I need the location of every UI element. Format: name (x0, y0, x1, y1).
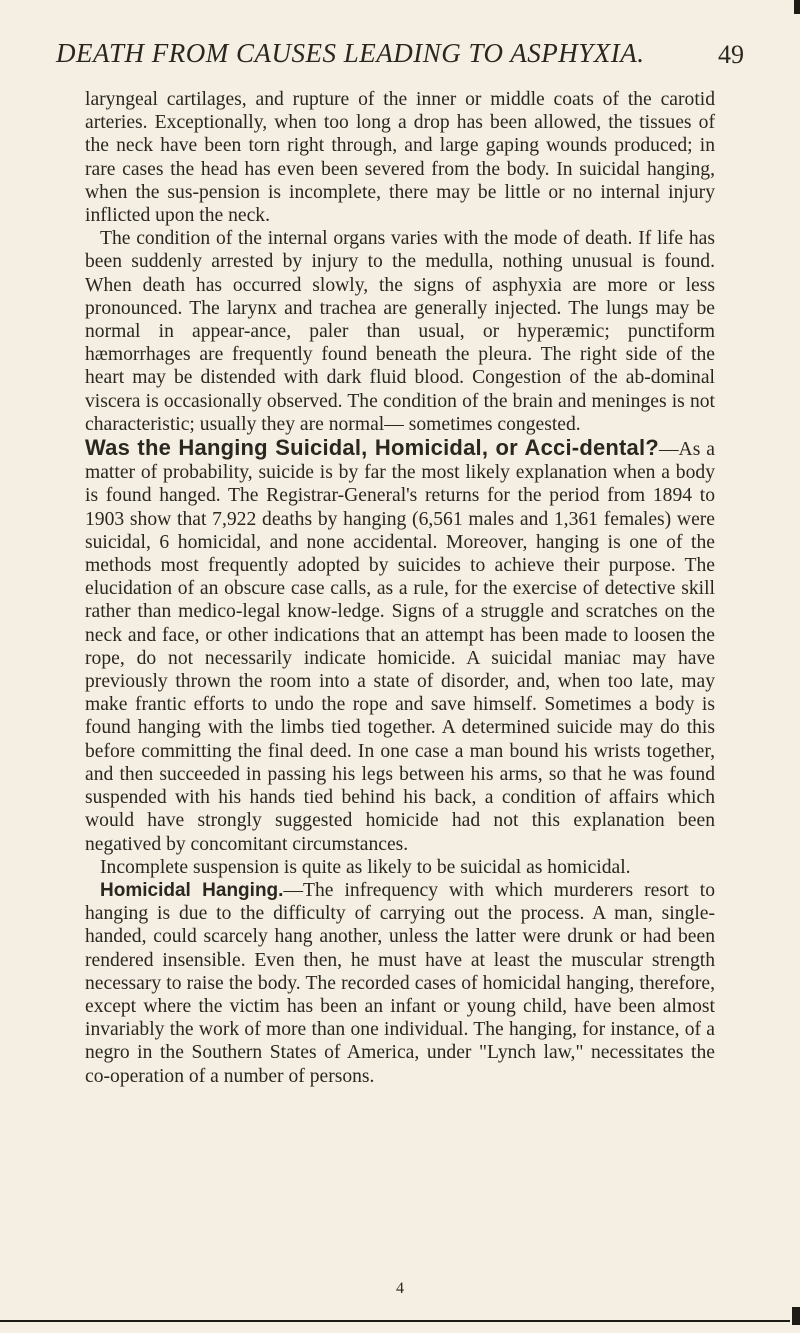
page-number: 49 (718, 40, 744, 69)
signature-mark: 4 (396, 1280, 404, 1297)
paragraph (85, 436, 715, 856)
paragraph (85, 879, 715, 1088)
page-corner-mark (794, 0, 800, 14)
body-text (85, 88, 715, 1088)
running-head: DEATH FROM CAUSES LEADING TO ASPHYXIA. (56, 38, 645, 68)
paragraph: Incomplete suspension is quite as likely to be suicidal as homicidal. (100, 856, 631, 878)
section-heading: Homicidal Hanging. (100, 879, 284, 901)
bottom-rule (0, 1320, 790, 1322)
paragraph-text: —The infrequency with which murderers resort to hanging is due to the difficulty of carrying out the process. A man, single-handed, could scarcely hang another, unless the latter were drunk or had been rendered insensible. Even then, he must have at least the muscular strength necessary to raise the body. The recorded cases of homicidal hanging, therefore, except where the victim has been an infant or young child, have been almost invariably the work of more than one individual. The hanging, for instance, of a negro in the Southern States of America, under "Lynch law," necessitates the co-operation of a number of persons. (85, 879, 715, 1087)
paragraph: laryngeal cartilages, and rupture of the inner or middle coats of the carotid arteries. Exceptionally, when too long a drop has been allowed, the tissues of the neck have been torn right through, and large gaping wounds produced; in rare cases the head has even been severed from the body. In suicidal hanging, when the sus-pension is incomplete, there may be little or no internal injury inflicted upon the neck. (85, 89, 715, 227)
section-heading: Was the Hanging Suicidal, Homicidal, or Acci-dental? (85, 435, 659, 461)
paragraph: The condition of the internal organs varies with the mode of death. If life has been suddenly arrested by injury to the medulla, nothing unusual is found. When death has occurred slowly, the signs of asphyxia are more or less pronounced. The larynx and trachea are generally injected. The lungs may be normal in appear-ance, paler than usual, or hyperæmic; punctiform hæmorrhages are frequently found beneath the pleura. The right side of the heart may be distended with dark fluid blood. Congestion of the ab-dominal viscera is occasionally observed. The condition of the brain and meninges is not characteristic; usually they are normal— sometimes congested. (85, 228, 715, 435)
paragraph-text: —As a matter of probability, suicide is by far the most likely explanation when a body is found hanged. The Registrar-General's returns for the period from 1894 to 1903 show that 7,922 deaths by hanging (6,561 males and 1,361 females) were suicidal, 6 homicidal, and none accidental. Moreover, hanging is one of the methods most frequently adopted by suicides to achieve their purpose. The elucidation of an obscure case calls, as a rule, for the exercise of detective skill rather than medico-legal know-ledge. Signs of a struggle and scratches on the neck and face, or other indications that an attempt has been made to loosen the rope, do not necessarily indicate homicide. A suicidal maniac may have previously thrown the room into a state of disorder, and, when too late, may make frantic efforts to undo the rope and save himself. Sometimes a body is found hanging with the limbs tied together. A determined suicide may do this before committing the final deed. In one case a man bound his wrists together, and then succeeded in passing his legs between his arms, so that he was found suspended with his hands tied behind his back, a condition of affairs which would have strongly suggested homicide had not this explanation been negatived by concomitant circumstances. (85, 439, 716, 855)
page-header (56, 38, 744, 78)
page-corner-mark-bottom (792, 1307, 800, 1325)
